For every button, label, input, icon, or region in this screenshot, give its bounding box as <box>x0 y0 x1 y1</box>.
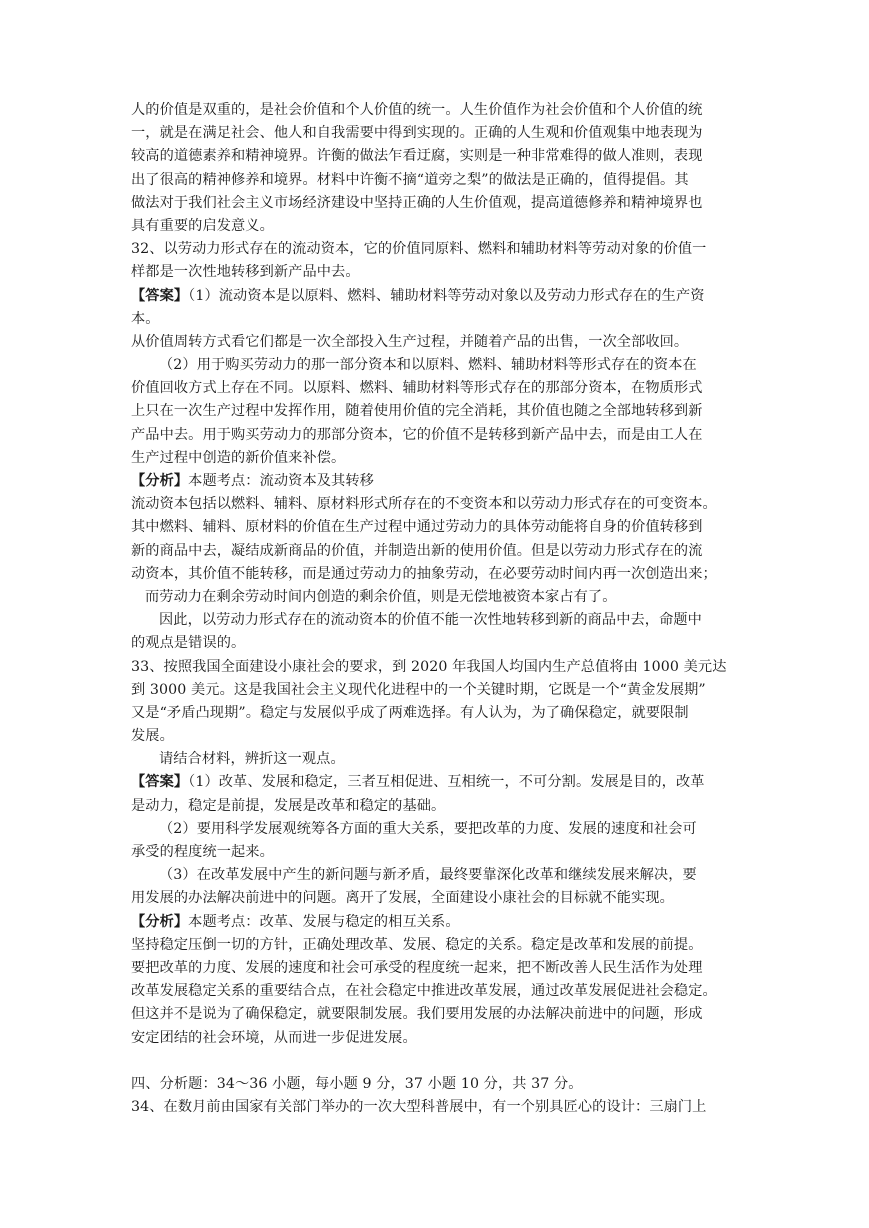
text-line <box>131 563 742 586</box>
line-text: 33、按照我国全面建设小康社会的要求，到 2020 年我国人均国内生产总值将由 1000 美元达 <box>131 658 727 675</box>
text-line <box>131 656 742 679</box>
line-text: 32、以劳动力形式存在的流动资本，它的价值同原料、燃料和辅助材料等劳动对象的价值一 <box>131 241 707 258</box>
text-line <box>131 841 742 864</box>
text-line <box>131 261 742 284</box>
line-text: 上只在一次生产过程中发挥作用，随着使用价值的完全消耗，其价值也随之全部地转移到新 <box>131 403 703 420</box>
section-label: 【分析】 <box>131 913 189 930</box>
line-text: 四、分析题：34～36 小题，每小题 9 分，37 小题 10 分，共 37 分。 <box>131 1075 583 1092</box>
line-text: 因此，以劳动力形式存在的流动资本的价值不能一次性地转移到新的商品中去，命题中 <box>159 612 702 629</box>
text-line <box>131 771 742 794</box>
line-text: 是动力，稳定是前提，发展是改革和稳定的基础。 <box>131 797 446 814</box>
text-line <box>131 540 742 563</box>
line-text: 样都是一次性地转移到新产品中去。 <box>131 264 360 281</box>
line-text: 坚持稳定压倒一切的方针，正确处理改革、发展、稳定的关系。稳定是改革和发展的前提。 <box>131 936 703 953</box>
line-text: 具有重要的启发意义。 <box>131 217 274 234</box>
text-line <box>131 516 742 539</box>
line-text: 一，就是在满足社会、他人和自我需要中得到实现的。正确的人生观和价值观集中地表现为 <box>131 125 703 142</box>
blank-line <box>131 1050 742 1073</box>
line-text: 34、在数月前由国家有关部门举办的一次大型科普展中，有一个别具匠心的设计：三扇门上 <box>131 1099 707 1116</box>
text-line <box>131 192 742 215</box>
line-text: 本题考点：改革、发展与稳定的相互关系。 <box>188 913 460 930</box>
line-text: 改革发展稳定关系的重要结合点，在社会稳定中推进改革发展，通过改革发展促进社会稳定。 <box>131 983 717 1000</box>
line-text: 生产过程中创造的新价值来补偿。 <box>131 449 346 466</box>
line-text: 但这并不是说为了确保稳定，就要限制发展。我们要用发展的办法解决前进中的问题，形成 <box>131 1006 703 1023</box>
line-text: 出了很高的精神修养和境界。材料中许衡不摘“道旁之梨”的做法是正确的，值得提倡。其 <box>131 171 689 188</box>
text-line <box>131 679 742 702</box>
text-line <box>131 748 742 771</box>
text-line <box>131 377 742 400</box>
line-text: 发展。 <box>131 728 174 745</box>
document-page <box>131 99 742 1119</box>
line-text: （2）用于购买劳动力的那一部分资本和以原料、燃料、辅助材料等形式存在的资本在 <box>159 357 697 374</box>
line-text: 的观点是错误的。 <box>131 635 246 652</box>
text-line <box>131 957 742 980</box>
text-line <box>131 864 742 887</box>
line-text: 而劳动力在剩余劳动时间内创造的剩余价值，则是无偿地被资本家占有了。 <box>145 588 617 605</box>
text-line <box>131 818 742 841</box>
line-text: （1）改革、发展和稳定，三者互相促进、互相统一，不可分割。发展是目的，改革 <box>188 774 705 791</box>
line-text: 本。 <box>131 310 160 327</box>
line-text: 其中燃料、辅料、原材料的价值在生产过程中通过劳动力的具体劳动能将自身的价值转移到 <box>131 519 703 536</box>
line-text: 做法对于我们社会主义市场经济建设中坚持正确的人生价值观，提高道德修养和精神境界也 <box>131 194 703 211</box>
text-line <box>131 331 742 354</box>
text-line <box>131 145 742 168</box>
line-text: （1）流动资本是以原料、燃料、辅助材料等劳动对象以及劳动力形式存在的生产资 <box>188 287 705 304</box>
line-text: 较高的道德素养和精神境界。许衡的做法乍看迂腐，实则是一种非常难得的做人准则，表现 <box>131 148 703 165</box>
text-line <box>131 725 742 748</box>
section-label: 【分析】 <box>131 473 189 489</box>
text-line <box>131 887 742 910</box>
text-line <box>131 400 742 423</box>
section-label: 【答案】 <box>131 287 189 304</box>
text-line <box>131 934 742 957</box>
line-text: 请结合材料，辨折这一观点。 <box>159 751 345 768</box>
text-line <box>131 470 742 493</box>
text-line <box>131 1027 742 1050</box>
line-text: 用发展的办法解决前进中的问题。离开了发展，全面建设小康社会的目标就不能实现。 <box>131 890 674 907</box>
text-line <box>131 911 742 934</box>
text-line <box>131 632 742 655</box>
text-line <box>131 424 742 447</box>
line-text: 安定团结的社会环境，从而进一步促进发展。 <box>131 1029 417 1046</box>
text-line <box>131 1003 742 1026</box>
text-line <box>131 238 742 261</box>
line-text: 从价值周转方式看它们都是一次全部投入生产过程，并随着产品的出售，一次全部收回。 <box>131 333 689 350</box>
text-line <box>131 354 742 377</box>
text-line <box>131 980 742 1003</box>
line-text: 新的商品中去，凝结成新商品的价值，并制造出新的使用价值。但是以劳动力形式存在的流 <box>131 542 703 559</box>
line-text: 价值回收方式上存在不同。以原料、燃料、辅助材料等形式存在的那部分资本，在物质形式 <box>131 380 703 397</box>
line-text: （3）在改革发展中产生的新问题与新矛盾，最终要靠深化改革和继续发展来解决，要 <box>159 867 697 884</box>
line-text: 到 3000 美元。这是我国社会主义现代化进程中的一个关键时期，它既是一个“黄金发展期” <box>131 681 706 698</box>
text-line <box>131 308 742 331</box>
text-line <box>131 447 742 470</box>
line-text: 流动资本包括以燃料、辅料、原材料形式所存在的不变资本和以劳动力形式存在的可变资本。 <box>131 496 717 513</box>
text-line <box>131 122 742 145</box>
line-text: （2）要用科学发展观统筹各方面的重大关系，要把改革的力度、发展的速度和社会可 <box>159 820 697 837</box>
line-text: 动资本，其价值不能转移，而是通过劳动力的抽象劳动，在必要劳动时间内再一次创造出来； <box>131 565 717 582</box>
line-text: 产品中去。用于购买劳动力的那部分资本，它的价值不是转移到新产品中去，而是由工人在 <box>131 426 703 443</box>
section-label: 【答案】 <box>131 774 189 791</box>
text-line <box>131 586 742 609</box>
text-line <box>131 1073 742 1096</box>
text-line <box>131 609 742 632</box>
line-text: 人的价值是双重的，是社会价值和个人价值的统一。人生价值作为社会价值和个人价值的统 <box>131 102 703 118</box>
text-line <box>131 795 742 818</box>
line-text: 又是“矛盾凸现期”。稳定与发展似乎成了两难选择。有人认为，为了确保稳定，就要限制 <box>131 704 689 721</box>
text-line <box>131 169 742 192</box>
text-line <box>131 285 742 308</box>
line-text: 承受的程度统一起来。 <box>131 844 274 860</box>
text-line <box>131 99 742 122</box>
text-line <box>131 702 742 725</box>
text-line <box>131 1096 742 1119</box>
text-line <box>131 493 742 516</box>
line-text: 要把改革的力度、发展的速度和社会可承受的程度统一起来，把不断改善人民生活作为处理 <box>131 959 703 976</box>
text-line <box>131 215 742 238</box>
line-text: 本题考点：流动资本及其转移 <box>188 473 374 489</box>
